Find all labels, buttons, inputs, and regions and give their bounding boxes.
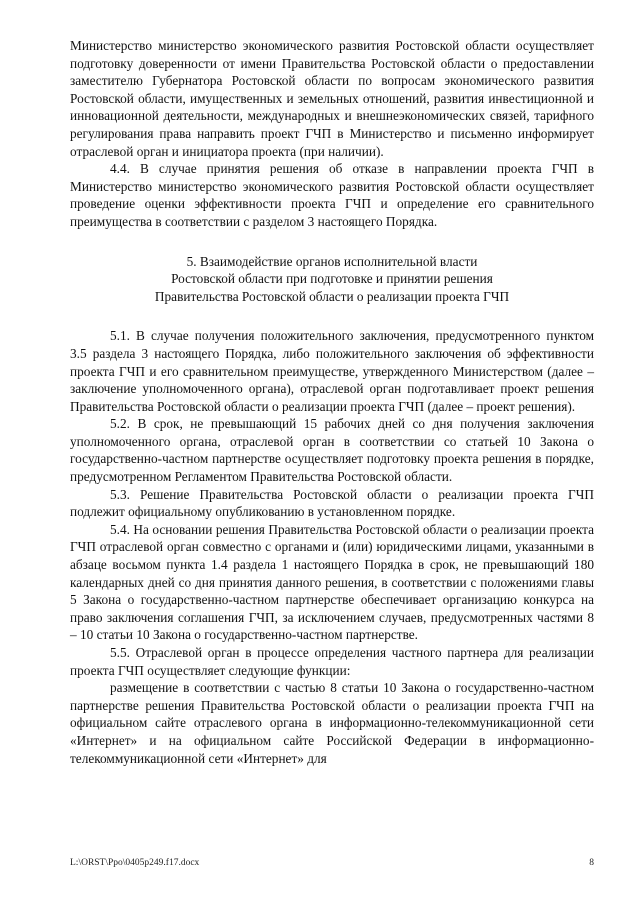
footer-file-path: L:\ORST\Ppo\0405p249.f17.docx <box>70 858 200 868</box>
paragraph-5-1: 5.1. В случае получения положительного заключения, предусмотренного пунктом 3.5 раздела 3 настоящего Порядка, либо положительного заключения об эффективности проекта ГЧП и его сравнительном преимуществе, утвержденного Министерством (далее – заключение уполномоченного органа), отраслевой орган подготавливает проект решения Правительства Ростовской области о реализации проекта ГЧП (далее – проект решения). <box>70 328 594 414</box>
page-footer <box>70 857 594 869</box>
section-heading-line-2: Ростовской области при подготовке и принятии решения <box>171 271 493 287</box>
paragraph-continuation: Министерство министерство экономического развития Ростовской области осуществляет подготовку доверенности от имени Правительства Ростовской области о предоставлении заместителю Губернатора Ростовской области по вопросам экономического развития Ростовской области, имущественных и земельных отношений, развития инвестиционной и инновационной деятельности, международных и внешнеэкономических связей, тарифного регулирования права направить проект ГЧП в Министерство и письменно информирует отраслевой орган и инициатора проекта (при наличии). <box>70 38 594 159</box>
paragraph-4-4: 4.4. В случае принятия решения об отказе в направлении проекта ГЧП в Министерство министерство экономического развития Ростовской области осуществляет проведение оценки эффективности проекта ГЧП и определение его сравнительного преимущества в соответствии с разделом 3 настоящего Порядка. <box>70 161 594 229</box>
paragraph-5-3: 5.3. Решение Правительства Ростовской области о реализации проекта ГЧП подлежит официальному опубликованию в установленном порядке. <box>70 486 594 520</box>
paragraph-5-5-item: размещение в соответствии с частью 8 статьи 10 Закона о государственно-частном партнерстве решения Правительства Ростовской области о реализации проекта ГЧП на официальном сайте отраслевого органа в информационно-телекоммуникационной сети «Интернет» и на официальном сайте Российской Федерации в информационно-телекоммуникационной сети «Интернет» для <box>70 680 594 766</box>
document-body <box>70 37 594 767</box>
paragraph-5-4: 5.4. На основании решения Правительства Ростовской области о реализации проекта ГЧП отраслевой орган совместно с органами и (или) юридическими лицами, указанными в абзаце восьмом пункта 1.4 раздела 1 настоящего Порядка в срок, не превышающий 180 календарных дней со дня принятия данного решения, в соответствии с положениями главы 5 Закона о государственно-частном партнерстве обеспечивает организацию конкурса на право заключения соглашения ГЧП, за исключением случаев, предусмотренных частями 8 – 10 статьи 10 Закона о государственно-частном партнерстве. <box>70 521 594 643</box>
paragraph-5-2: 5.2. В срок, не превышающий 15 рабочих дней со дня получения заключения уполномоченного органа, отраслевой орган в соответствии со статьей 10 Закона о государственно-частном партнерстве осуществляет подготовку проекта решения в порядке, предусмотренном Регламентом Правительства Ростовской области. <box>70 416 594 485</box>
paragraph-5-5: 5.5. Отраслевой орган в процессе определения частного партнера для реализации проекта ГЧП осуществляет следующие функции: <box>70 645 594 678</box>
section-heading <box>70 253 594 306</box>
section-heading-line-3: Правительства Ростовской области о реализации проекта ГЧП <box>154 288 510 304</box>
section-heading-line-1: 5. Взаимодействие органов исполнительной власти <box>186 253 478 269</box>
footer-page-number: 8 <box>589 858 594 868</box>
